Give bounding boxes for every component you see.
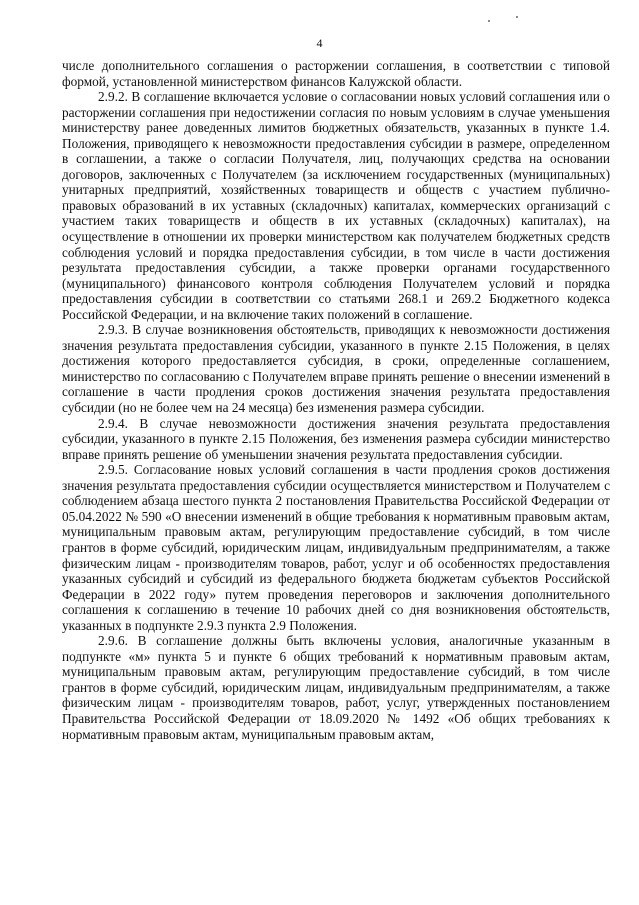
paragraph-2-9-5: 2.9.5. Согласование новых условий соглашения в части продления сроков достижения значения результата предоставления субсидии осуществляется министерством и Получателем с соблюдением абзаца шестого пункта 2 постановления Правительства Российской Федерации от 05.04.2022 № 590 «О внесении изменений в общие требования к нормативным правовым актам, муниципальным правовым актам, регулирующим предоставление субсидий, в том числе грантов в форме субсидий, юридическим лицам, индивидуальным предпринимателям, а также физическим лицам - производителям товаров, работ, услуг и об особенностях предоставления указанных субсидий и субсидий из федерального бюджета бюджетам субъектов Российской Федерации в 2022 году» путем проведения переговоров и заключения дополнительного соглашения к соглашению в течение 10 рабочих дней со дня возникновения обстоятельств, указанных в подпункте 2.9.3 пункта 2.9 Положения. [62, 462, 610, 633]
scan-speck [488, 20, 490, 22]
body-text [62, 58, 610, 742]
paragraph-2-9-4: 2.9.4. В случае невозможности достижения значения результата предоставления субсидии, указанного в пункте 2.15 Положения, без изменения размера субсидии министерство вправе принять решение об уменьшении значения результата предоставления субсидии. [62, 415, 610, 462]
page-number: 4 [316, 36, 323, 50]
paragraph-2-9-3: 2.9.3. В случае возникновения обстоятельств, приводящих к невозможности достижения значения результата предоставления субсидии, указанного в пункте 2.15 Положения, в целях достижения которого предоставляется субсидия, в сроки, определенные соглашением, министерство по согласованию с Получателем вправе принять решение о внесении изменений в соглашение в части продления сроков достижения значения результата предоставления субсидии (но не более чем на 24 месяца) без изменения размера субсидии. [62, 322, 610, 416]
scan-speck [516, 16, 518, 18]
paragraph-2-9-6: 2.9.6. В соглашение должны быть включены условия, аналогичные указанным в подпункте «м» пункта 5 и пункте 6 общих требований к нормативным правовым актам, муниципальным правовым актам, регулирующим предоставление субсидий, в том числе грантов в форме субсидий, юридическим лицам, индивидуальным предпринимателям, а также физическим лицам - производителям товаров, работ, услуг, утвержденных постановлением Правительства Российской Федерации от 18.09.2020 № 1492 «Об общих требованиях к нормативным правовым актам, муниципальным правовым актам, [62, 633, 610, 742]
paragraph-2-9-2: 2.9.2. В соглашение включается условие о согласовании новых условий соглашения или о расторжении соглашения при недостижении согласия по новым условиям в случае уменьшения министерству ранее доведенных лимитов бюджетных обязательств, указанных в пункте 1.4. Положения, приводящего к невозможности предоставления субсидии в размере, определенном в соглашении, а также о согласии Получателя, лиц, получающих средства на основании договоров, заключенных с Получателем (за исключением государственных (муниципальных) унитарных предприятий, хозяйственных товариществ и обществ с участием публично-правовых образований в их уставных (складочных) капиталах, коммерческих организаций с участием таких товариществ и обществ в их уставных (складочных) капиталах), на осуществление в отношении их проверки министерством как получателем бюджетных средств соблюдения условий и порядка предоставления субсидии, в том числе в части достижения результата предоставления субсидии, а также проверки органами государственного (муниципального) финансового контроля соблюдения Получателем условий и порядка предоставления субсидии в соответствии со статьями 268.1 и 269.2 Бюджетного кодекса Российской Федерации, и на включение таких положений в соглашение. [62, 89, 610, 322]
paragraph-continuation: числе дополнительного соглашения о расторжении соглашения, в соответствии с типовой формой, установленной министерством финансов Калужской области. [62, 58, 610, 89]
